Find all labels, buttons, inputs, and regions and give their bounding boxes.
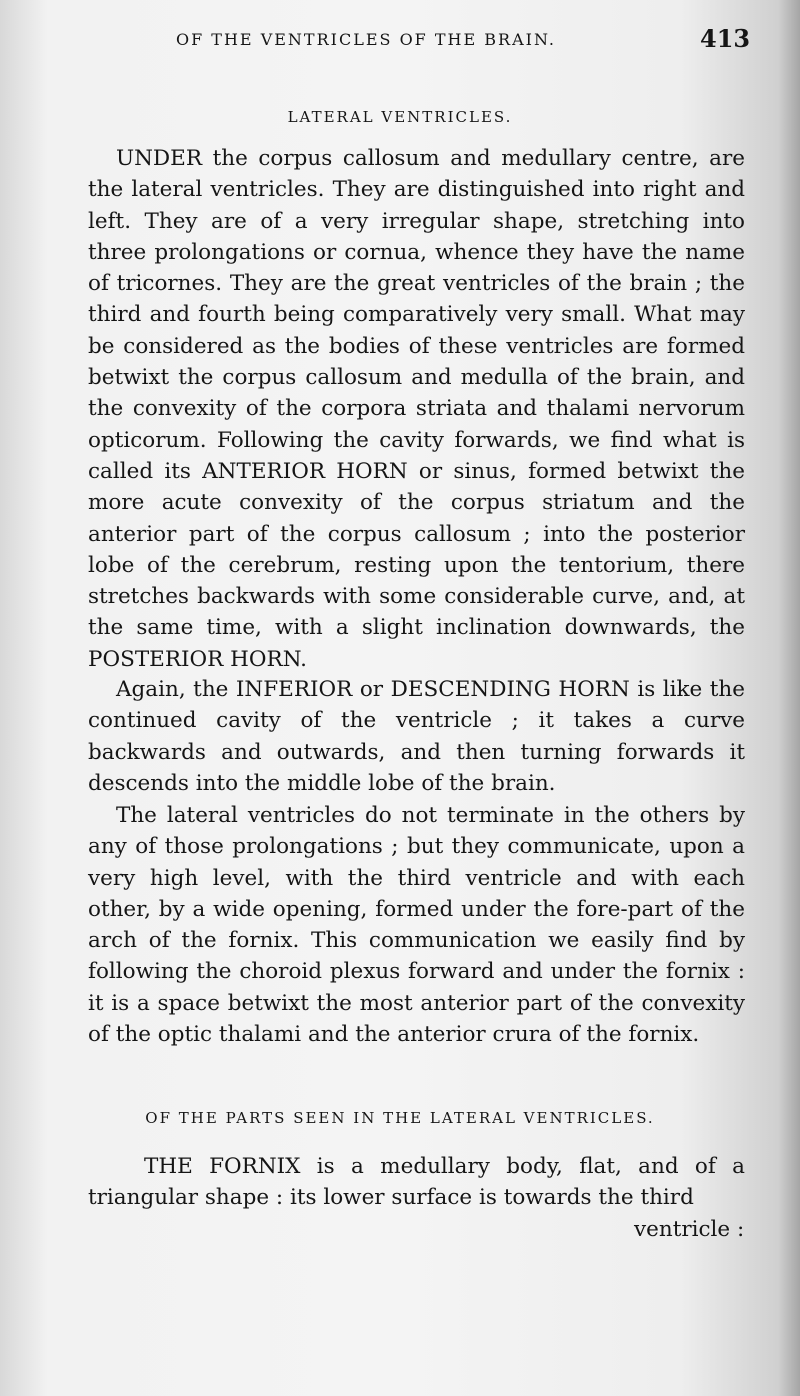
paragraph-1: UNDER the corpus callosum and medullary centre, are the lateral ventricles. They are distinguished into right and left. They are of a very irregular shape, stretching into three prolongations or cornua, whence they have the name of tricornes. They are the great ventricles of the brain ; the third and fourth being comparatively very small. What may be considered as the bodies of these ventricles are formed betwixt the corpus callosum and medulla of the brain, and the convexity of the corpora striata and thalami nervorum opticorum. Following the cavity forwards, we find what is called its ANTERIOR HORN or sinus, formed betwixt the more acute convexity of the corpus striatum and the anterior part of the corpus callosum ; into the posterior lobe of the cerebrum, resting upon the tentorium, there stretches backwards with some considerable curve, and, at the same time, with a slight inclination downwards, the POSTERIOR HORN.	[88, 146, 745, 672]
section-title-parts: OF THE PARTS SEEN IN THE LATERAL VENTRICLES.	[145, 1109, 655, 1127]
paragraph-3: The lateral ventricles do not terminate in the others by any of those prolongations ; but they communicate, upon a very high level, with the third ventricle and with each other, by a wide opening, formed under the fore-part of the arch of the fornix. This communication we easily find by following the choroid plexus forward and under the fornix : it is a space betwixt the most anterior part of the convexity of the optic thalami and the anterior crura of the fornix.	[88, 803, 745, 1048]
page-edge-shadow	[778, 0, 800, 1396]
catchword: ventricle :	[634, 1217, 745, 1242]
running-title: OF THE VENTRICLES OF THE BRAIN.	[176, 30, 556, 49]
paragraph-2: Again, the INFERIOR or DESCENDING HORN is like the continued cavity of the ventricle ; it takes a curve backwards and outwards, and then turning forwards it descends into the middle lobe of the brain.	[88, 677, 745, 796]
section-title: LATERAL VENTRICLES.	[287, 108, 513, 126]
page-number: 413	[700, 24, 751, 53]
paragraph-fornix: THE FORNIX is a medullary body, flat, and of a triangular shape : its lower surface is towards the third	[88, 1154, 745, 1211]
